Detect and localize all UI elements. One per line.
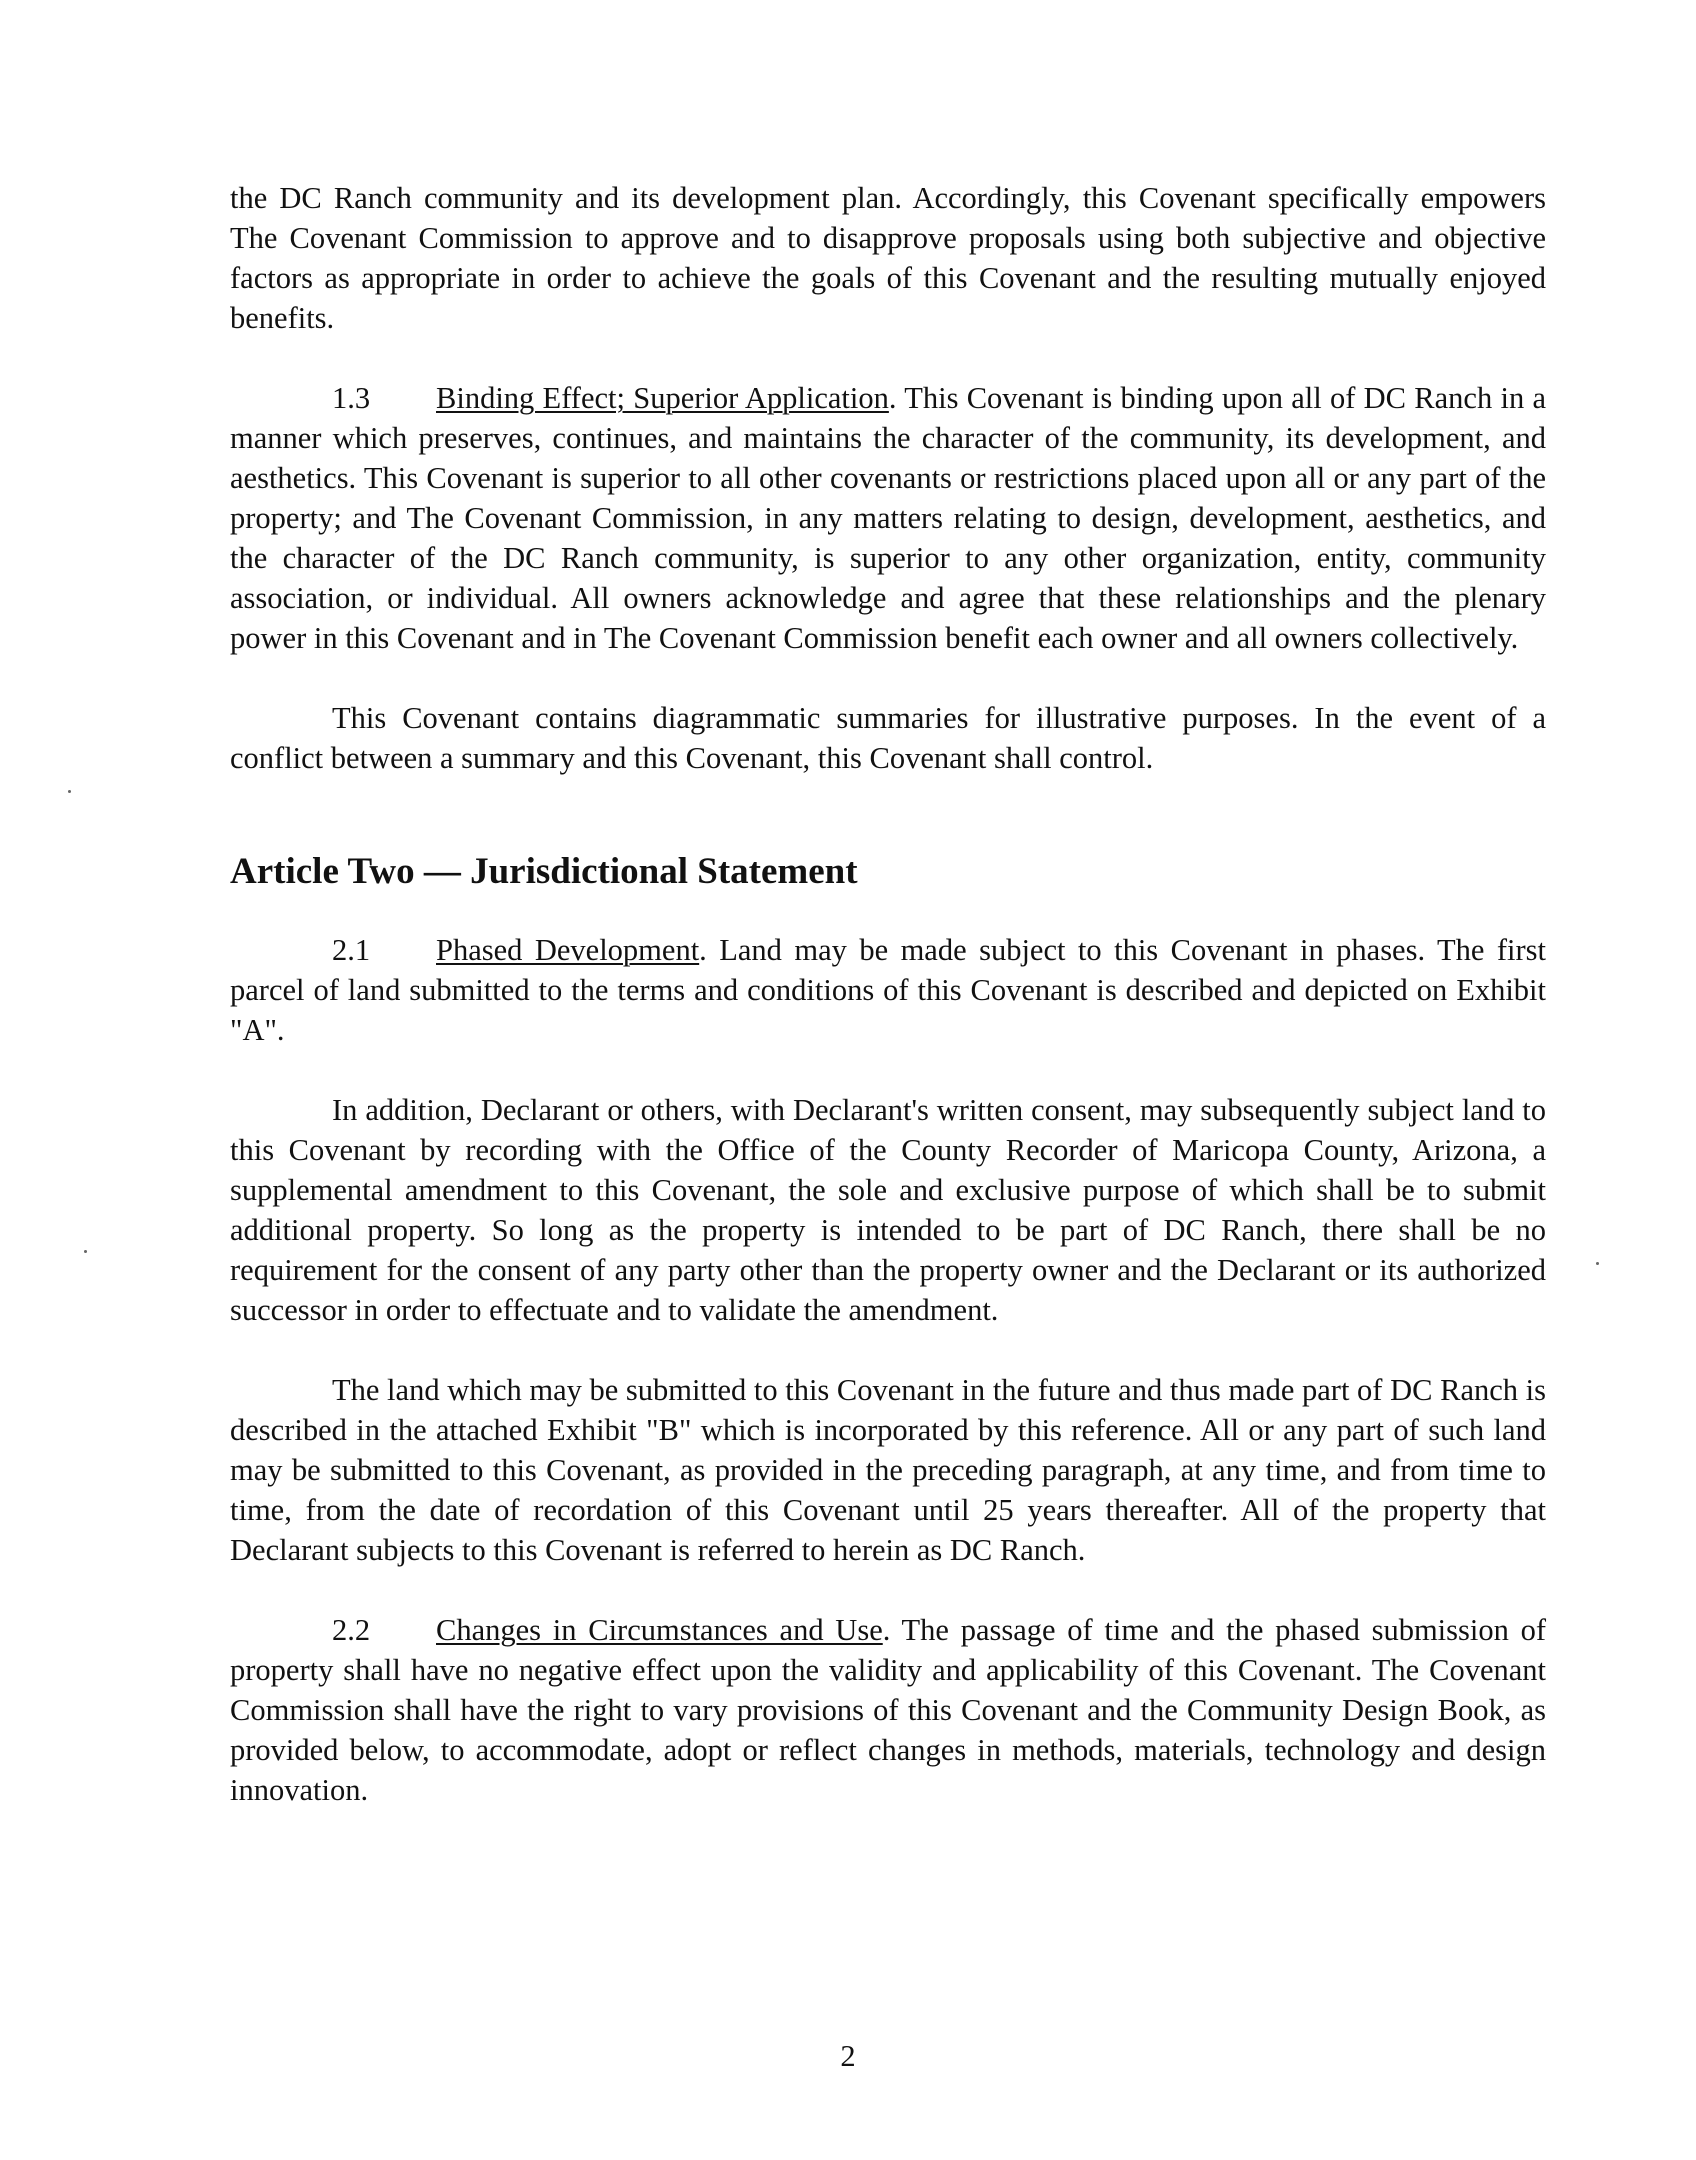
scan-speck <box>1596 1262 1599 1265</box>
addition-paragraph: In addition, Declarant or others, with Declarant's written consent, may subsequently subject land to this Covenant by recording with the Office of the County Recorder of Maricopa County, Arizona, a supplemental amendment to this Covenant, the sole and exclusive purpose of which shall be to submit additional property. So long as the property is intended to be part of DC Ranch, there shall be no requirement for the consent of any party other than the property owner and the Declarant or its authorized successor in order to effectuate and to validate the amendment. <box>230 1093 1546 1327</box>
section-1-3-paragraph <box>230 378 1546 658</box>
future-land-paragraph: The land which may be submitted to this Covenant in the future and thus made part of DC Ranch is described in the attached Exhibit "B" which is incorporated by this reference. All or any part of such land may be submitted to this Covenant, as provided in the preceding paragraph, at any time, and from time to time, from the date of recordation of this Covenant until 25 years thereafter. All of the property that Declarant subjects to this Covenant is referred to herein as DC Ranch. <box>230 1373 1546 1567</box>
document-page <box>230 178 1546 1810</box>
scan-speck <box>84 1250 87 1253</box>
section-2-2-title: Changes in Circumstances and Use <box>436 1613 883 1647</box>
section-1-3-title: Binding Effect; Superior Application <box>436 381 889 415</box>
section-2-2-text: . The passage of time and the phased submission of property shall have no negative effect upon the validity and applicability of this Covenant. The Covenant Commission shall have the right to vary provisions of this Covenant and the Community Design Book, as provided below, to accommodate, adopt or reflect changes in methods, materials, technology and design innovation. <box>230 1613 1546 1807</box>
page-number: 2 <box>840 2039 856 2073</box>
article-two-heading: Article Two — Jurisdictional Statement <box>230 851 858 892</box>
section-2-2-number: 2.2 <box>332 1613 371 1647</box>
section-2-1-text: . Land may be made subject to this Covenant in phases. The first parcel of land submitted to the terms and conditions of this Covenant is described and depicted on Exhibit "A". <box>230 933 1546 1047</box>
section-2-1-title: Phased Development <box>436 933 700 967</box>
section-2-1-paragraph <box>230 930 1546 1050</box>
scan-speck <box>68 790 71 793</box>
diagram-note-paragraph: This Covenant contains diagrammatic summaries for illustrative purposes. In the event of a conflict between a summary and this Covenant, this Covenant shall control. <box>230 701 1546 775</box>
section-1-3-text: . This Covenant is binding upon all of DC Ranch in a manner which preserves, continues, and maintains the character of the community, its development, and aesthetics. This Covenant is superior to all other covenants or restrictions placed upon all or any part of the property; and The Covenant Commission, in any matters relating to design, development, aesthetics, and the character of the DC Ranch community, is superior to any other organization, entity, community association, or individual. All owners acknowledge and agree that these relationships and the plenary power in this Covenant and in The Covenant Commission benefit each owner and all owners collectively. <box>230 381 1547 655</box>
intro-paragraph: the DC Ranch community and its development plan. Accordingly, this Covenant specifically empowers The Covenant Commission to approve and to disapprove proposals using both subjective and objective factors as appropriate in order to achieve the goals of this Covenant and the resulting mutually enjoyed benefits. <box>230 181 1546 335</box>
section-1-3-number: 1.3 <box>332 381 371 415</box>
section-2-1-number: 2.1 <box>332 933 371 967</box>
section-2-2-paragraph <box>230 1610 1546 1810</box>
